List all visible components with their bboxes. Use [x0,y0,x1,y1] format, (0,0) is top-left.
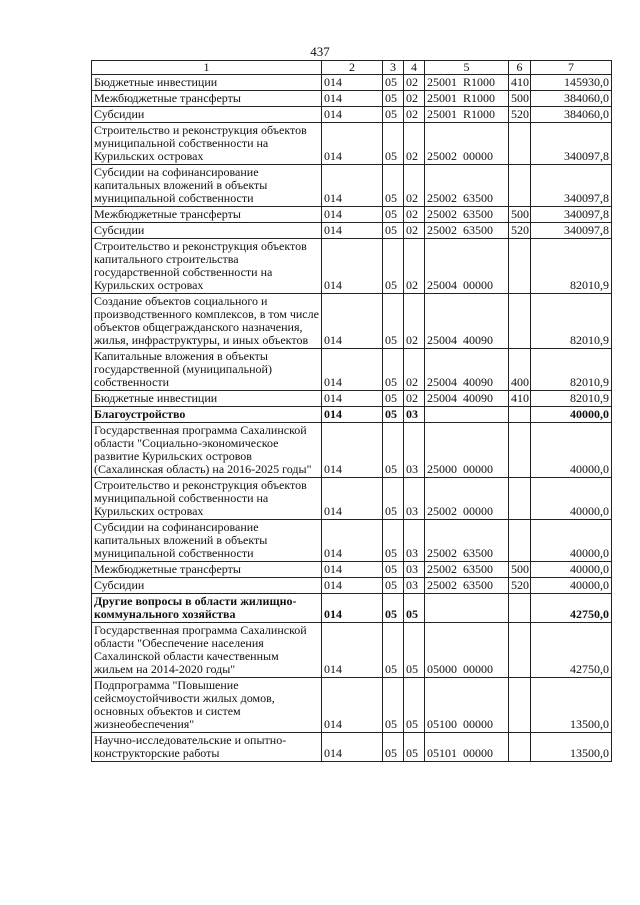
target-article-code: 25004 40090 [425,349,509,391]
table-row [92,520,612,562]
table-row [92,391,612,407]
expense-type-code [509,594,531,623]
item-name: Государственная программа Сахалинской области "Социально-экономическое развитие Курильских островов (Сахалинская область) на 2016-2025 годы" [92,423,322,478]
amount: 40000,0 [531,423,612,478]
table-row [92,223,612,239]
target-article-code: 25002 00000 [425,478,509,520]
subsection-code: 02 [404,165,425,207]
amount: 42750,0 [531,594,612,623]
item-name: Субсидии [92,223,322,239]
item-name: Субсидии [92,107,322,123]
item-name: Капитальные вложения в объекты государственной (муниципальной) собственности [92,349,322,391]
table-row [92,349,612,391]
section-code: 05 [383,594,404,623]
subsection-code: 02 [404,91,425,107]
section-code: 05 [383,733,404,762]
table-row [92,678,612,733]
amount: 40000,0 [531,407,612,423]
subsection-code: 03 [404,520,425,562]
target-article-code: 25000 00000 [425,423,509,478]
amount: 384060,0 [531,107,612,123]
section-code: 05 [383,423,404,478]
amount: 82010,9 [531,239,612,294]
subsection-code: 03 [404,562,425,578]
admin-code: 014 [322,733,383,762]
table-row [92,165,612,207]
item-name: Другие вопросы в области жилищно-коммунального хозяйства [92,594,322,623]
admin-code: 014 [322,391,383,407]
amount: 40000,0 [531,562,612,578]
subsection-code: 05 [404,623,425,678]
section-code: 05 [383,478,404,520]
subsection-code: 05 [404,733,425,762]
amount: 384060,0 [531,91,612,107]
expense-type-code [509,407,531,423]
item-name: Субсидии на софинансирование капитальных вложений в объекты муниципальной собственности [92,165,322,207]
target-article-code: 25002 63500 [425,165,509,207]
target-article-code: 25002 00000 [425,123,509,165]
subsection-code: 03 [404,423,425,478]
target-article-code: 25002 63500 [425,520,509,562]
expense-type-code [509,423,531,478]
target-article-code: 05101 00000 [425,733,509,762]
expense-type-code: 520 [509,107,531,123]
amount: 40000,0 [531,478,612,520]
section-code: 05 [383,349,404,391]
target-article-code: 25002 63500 [425,207,509,223]
item-name: Подпрограмма "Повышение сейсмоустойчивости жилых домов, основных объектов и систем жизнеобеспечения" [92,678,322,733]
subsection-code: 02 [404,123,425,165]
table-row [92,407,612,423]
expense-type-code: 520 [509,578,531,594]
admin-code: 014 [322,123,383,165]
admin-code: 014 [322,578,383,594]
table-row [92,423,612,478]
subsection-code: 02 [404,239,425,294]
target-article-code: 05100 00000 [425,678,509,733]
header-cell: 5 [425,61,509,75]
target-article-code: 25001 R1000 [425,91,509,107]
target-article-code: 25002 63500 [425,578,509,594]
subsection-code: 03 [404,578,425,594]
header-cell: 1 [92,61,322,75]
page-number: 437 [310,44,330,59]
target-article-code [425,407,509,423]
admin-code: 014 [322,91,383,107]
section-code: 05 [383,107,404,123]
expense-type-code: 400 [509,349,531,391]
target-article-code: 25004 40090 [425,294,509,349]
expense-type-code [509,123,531,165]
section-code: 05 [383,294,404,349]
admin-code: 014 [322,239,383,294]
section-code: 05 [383,123,404,165]
table-row [92,294,612,349]
admin-code: 014 [322,520,383,562]
header-cell: 7 [531,61,612,75]
admin-code: 014 [322,423,383,478]
target-article-code: 25002 63500 [425,562,509,578]
subsection-code: 05 [404,594,425,623]
expense-type-code [509,239,531,294]
admin-code: 014 [322,562,383,578]
amount: 42750,0 [531,623,612,678]
target-article-code: 25002 63500 [425,223,509,239]
section-code: 05 [383,75,404,91]
admin-code: 014 [322,623,383,678]
amount: 82010,9 [531,294,612,349]
expense-type-code [509,294,531,349]
admin-code: 014 [322,207,383,223]
header-cell: 3 [383,61,404,75]
item-name: Создание объектов социального и производственного комплексов, в том числе объектов общегражданского назначения, жилья, инфраструктуры, и иных объектов [92,294,322,349]
item-name: Межбюджетные трансферты [92,207,322,223]
table-body [92,75,612,762]
item-name: Межбюджетные трансферты [92,562,322,578]
table-row [92,91,612,107]
subsection-code: 03 [404,407,425,423]
subsection-code: 02 [404,391,425,407]
target-article-code: 25001 R1000 [425,75,509,91]
item-name: Строительство и реконструкция объектов муниципальной собственности на Курильских островах [92,123,322,165]
expense-type-code [509,678,531,733]
subsection-code: 05 [404,678,425,733]
section-code: 05 [383,520,404,562]
admin-code: 014 [322,294,383,349]
expense-type-code [509,623,531,678]
admin-code: 014 [322,478,383,520]
admin-code: 014 [322,678,383,733]
target-article-code: 25004 00000 [425,239,509,294]
expense-type-code [509,520,531,562]
table-row [92,207,612,223]
item-name: Научно-исследовательские и опытно-конструкторские работы [92,733,322,762]
expense-type-code: 410 [509,391,531,407]
budget-table [91,60,612,762]
item-name: Бюджетные инвестиции [92,391,322,407]
expense-type-code: 520 [509,223,531,239]
amount: 40000,0 [531,520,612,562]
amount: 13500,0 [531,678,612,733]
amount: 13500,0 [531,733,612,762]
header-cell: 4 [404,61,425,75]
header-cell: 6 [509,61,531,75]
table-row [92,239,612,294]
section-code: 05 [383,407,404,423]
admin-code: 014 [322,594,383,623]
target-article-code: 05000 00000 [425,623,509,678]
target-article-code: 25004 40090 [425,391,509,407]
amount: 40000,0 [531,578,612,594]
item-name: Субсидии [92,578,322,594]
section-code: 05 [383,207,404,223]
section-code: 05 [383,578,404,594]
subsection-code: 02 [404,349,425,391]
item-name: Бюджетные инвестиции [92,75,322,91]
table-row [92,123,612,165]
table-row [92,594,612,623]
admin-code: 014 [322,407,383,423]
expense-type-code: 500 [509,207,531,223]
item-name: Строительство и реконструкция объектов муниципальной собственности на Курильских островах [92,478,322,520]
table-row [92,733,612,762]
amount: 82010,9 [531,391,612,407]
admin-code: 014 [322,223,383,239]
table-row [92,562,612,578]
expense-type-code: 410 [509,75,531,91]
section-code: 05 [383,223,404,239]
item-name: Межбюджетные трансферты [92,91,322,107]
section-code: 05 [383,562,404,578]
table-row [92,478,612,520]
amount: 340097,8 [531,223,612,239]
expense-type-code: 500 [509,91,531,107]
section-code: 05 [383,165,404,207]
subsection-code: 02 [404,207,425,223]
expense-type-code: 500 [509,562,531,578]
table-row [92,623,612,678]
expense-type-code [509,165,531,207]
table-row [92,107,612,123]
subsection-code: 02 [404,75,425,91]
expense-type-code [509,478,531,520]
subsection-code: 02 [404,223,425,239]
amount: 82010,9 [531,349,612,391]
expense-type-code [509,733,531,762]
subsection-code: 02 [404,107,425,123]
table-row [92,578,612,594]
item-name: Субсидии на софинансирование капитальных вложений в объекты муниципальной собственности [92,520,322,562]
item-name: Благоустройство [92,407,322,423]
target-article-code [425,594,509,623]
admin-code: 014 [322,349,383,391]
table-row [92,75,612,91]
amount: 340097,8 [531,207,612,223]
admin-code: 014 [322,165,383,207]
admin-code: 014 [322,75,383,91]
section-code: 05 [383,678,404,733]
section-code: 05 [383,239,404,294]
section-code: 05 [383,623,404,678]
section-code: 05 [383,391,404,407]
admin-code: 014 [322,107,383,123]
item-name: Строительство и реконструкция объектов капитального строительства государственной собственности на Курильских островах [92,239,322,294]
amount: 145930,0 [531,75,612,91]
amount: 340097,8 [531,165,612,207]
section-code: 05 [383,91,404,107]
subsection-code: 03 [404,478,425,520]
header-row [92,61,612,75]
subsection-code: 02 [404,294,425,349]
item-name: Государственная программа Сахалинской области "Обеспечение населения Сахалинской области качественным жильем на 2014-2020 годы" [92,623,322,678]
amount: 340097,8 [531,123,612,165]
header-cell: 2 [322,61,383,75]
target-article-code: 25001 R1000 [425,107,509,123]
